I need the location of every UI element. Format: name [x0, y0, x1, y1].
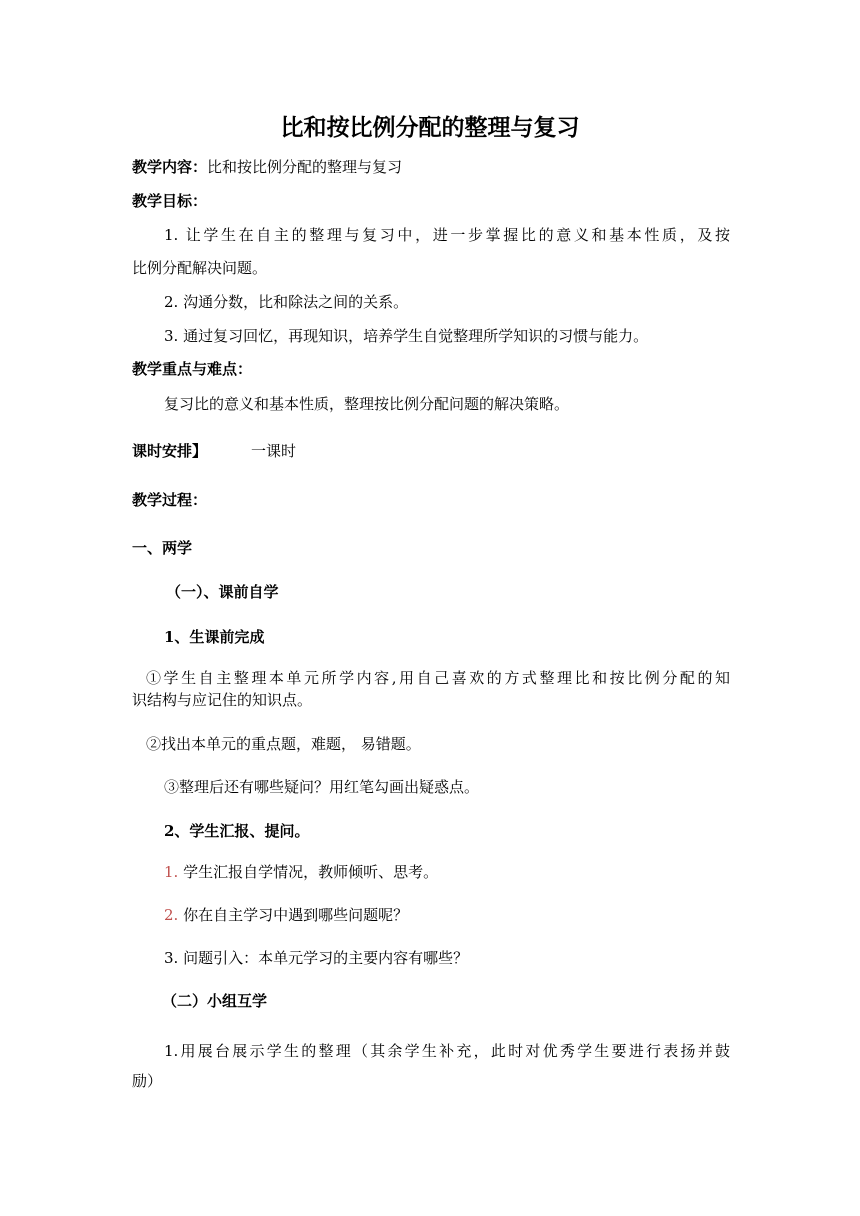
item-a-line-2: 识结构与应记住的知识点。 [132, 691, 313, 709]
step-heading-2: 2、学生汇报、提问。 [164, 822, 310, 840]
group-item-1-line-1: 1.用展台展示学生的整理（其余学生补充，此时对优秀学生要进行表扬并鼓 [164, 1042, 730, 1060]
section-heading-1: 一、两学 [132, 539, 193, 557]
report-text: 学生汇报自学情况，教师倾听、思考。 [183, 863, 439, 881]
report-number: 3. [164, 949, 179, 967]
keypoints-heading: 教学重点与难点： [132, 360, 253, 378]
goal-3: 3. 通过复习回忆，再现知识，培养学生自觉整理所学知识的习惯与能力。 [164, 327, 649, 345]
goal-1-line-1: 1. 让学生在自主的整理与复习中，进一步掌握比的意义和基本性质，及按 [164, 226, 730, 244]
keypoints-text: 复习比的意义和基本性质，整理按比例分配问题的解决策略。 [164, 395, 570, 413]
report-number: 2. [164, 906, 179, 924]
schedule-label: 课时安排】 [132, 442, 208, 460]
report-text: 你在自主学习中遇到哪些问题呢？ [183, 906, 409, 924]
content-line [132, 157, 732, 177]
content-label: 教学内容： [132, 158, 208, 176]
report-item [164, 862, 764, 882]
goal-1-line-2: 比例分配解决问题。 [132, 259, 268, 277]
goals-heading: 教学目标： [132, 192, 208, 210]
item-c: ③整理后还有哪些疑问？用红笔勾画出疑惑点。 [164, 778, 480, 796]
report-item [164, 948, 764, 968]
goal-2: 2. 沟通分数，比和除法之间的关系。 [164, 293, 409, 311]
report-item [164, 905, 764, 925]
subsection-heading-2: （二）小组互学 [162, 992, 268, 1010]
item-b: ②找出本单元的重点题，难题， 易错题。 [146, 735, 421, 753]
content-text: 比和按比例分配的整理与复习 [207, 158, 403, 176]
item-a-line-1: ①学生自主整理本单元所学内容,用自己喜欢的方式整理比和按比例分配的知 [146, 669, 730, 687]
step-heading-1: 1、生课前完成 [164, 628, 265, 646]
process-heading: 教学过程： [132, 491, 208, 509]
page-title: 比和按比例分配的整理与复习 [280, 114, 580, 141]
report-text: 问题引入：本单元学习的主要内容有哪些？ [183, 949, 469, 967]
schedule-line [132, 441, 732, 461]
subsection-heading-1: （一）、课前自学 [166, 583, 279, 601]
schedule-value: 一课时 [251, 442, 297, 460]
group-item-1-line-2: 励） [132, 1072, 163, 1090]
report-number: 1. [164, 863, 179, 881]
